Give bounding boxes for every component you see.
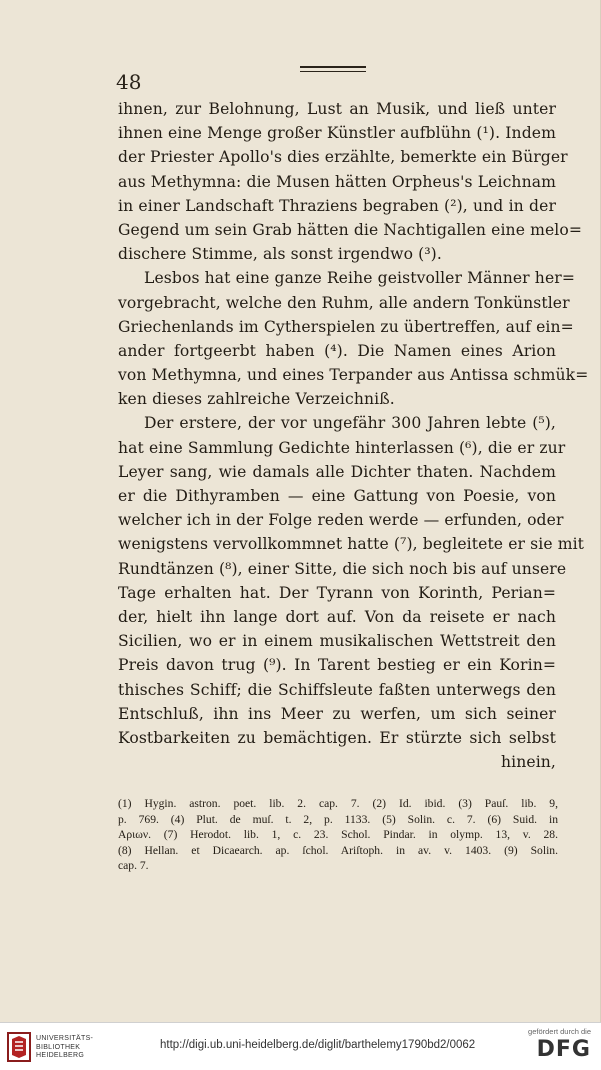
text-line: hat eine Sammlung Gedichte hinterlassen (⁶), die er zur [118,438,566,457]
text-line: thisches Schiff; die Schiffsleute faßten unterwegs den [118,680,556,699]
text-line: Rundtänzen (⁸), einer Sitte, die sich noch bis auf unsere [118,559,567,578]
text-line: Preis davon trug (⁹). In Tarent bestieg er ein Korin= [118,656,556,675]
text-line: in einer Landschaft Thraziens begraben (²), und in der [118,196,556,215]
viewer-footer [0,1022,601,1070]
text-line: Gegend um sein Grab hätten die Nachtigallen eine melo= [118,220,583,239]
text-line: Tage erhalten hat. Der Tyrann von Korinth, Perian= [118,583,556,602]
footnote-line: (8) Hellan. et Dicaearch. ap. ſchol. Ariſtoph. in av. v. 1403. (9) Solin. [118,843,558,857]
footnote-line: cap. 7. [118,859,149,872]
text-line: Kostbarkeiten zu bemächtigen. Er stürzte sich selbst [118,728,556,747]
university-library-logo-icon[interactable] [6,1031,32,1063]
text-line: von Methymna, und eines Terpander aus Antissa schmük= [118,366,589,385]
text-line: Leyer sang, wie damals alle Dichter thaten. Nachdem [118,462,556,481]
text-line: ihnen, zur Belohnung, Lust an Musik, und ließ unter [118,100,556,118]
page-number: 48 [116,70,142,94]
text-line: ander fortgeerbt haben (⁴). Die Namen eines Arion [118,341,556,360]
text-line: Entschluß, ihn ins Meer zu werfen, um sich seiner [118,704,556,723]
permalink-url[interactable]: http://digi.ub.uni-heidelberg.de/diglit/barthelemy1790bd2/0062 [160,1039,476,1051]
header-double-rule [300,66,366,72]
text-line: welcher ich in der Folge reden werde — erfunden, oder [118,511,564,530]
logo-line: BIBLIOTHEK [36,1043,81,1051]
text-line: der Priester Apollo's dies erzählte, bemerkte ein Bürger [118,148,568,167]
text-line: aus Methymna: die Musen hätten Orpheus's Leichnam [118,172,556,191]
university-library-name [36,1035,93,1061]
text-line: Sicilien, wo er in einem musikalischen Wettstreit den [118,632,556,651]
text-line: er die Dithyramben — eine Gattung von Poesie, von [118,487,556,505]
text-line: ihnen eine Menge großer Künstler aufblühn (¹). Indem [118,124,556,143]
text-line: vorgebracht, welche den Ruhm, alle andern Tonkünstler [118,293,570,312]
footnote-line: Αριων. (7) Herodot. lib. 1, c. 23. Schol. Pindar. in olymp. 13, v. 28. [118,828,558,841]
text-line: ken dieses zahlreiche Verzeichniß. [118,390,395,409]
funded-by-label: gefördert durch die [528,1027,591,1036]
logo-line: UNIVERSITÄTS- [36,1035,94,1042]
footnote-line: (1) Hygin. astron. poet. lib. 2. cap. 7. (2) Id. ibid. (3) Pauſ. lib. 9, [118,797,558,810]
text-line: Lesbos hat eine ganze Reihe geistvoller Männer her= [144,269,575,288]
dfg-logo[interactable]: DFG [536,1037,591,1062]
footnote-line: p. 769. (4) Plut. de muſ. t. 2, p. 1133. (5) Solin. c. 7. (6) Suid. in [118,812,558,826]
text-line: dischere Stimme, als sonst irgendwo (³). [118,245,442,264]
logo-line: HEIDELBERG [36,1052,85,1059]
text-line: der, hielt ihn lange dort auf. Von da reisete er nach [118,607,556,626]
text-line: Griechenlands im Cytherspielen zu übertreffen, auf ein= [118,317,574,336]
footnotes [118,796,558,874]
body-text [118,97,589,774]
text-line: wenigstens vervollkommnet hatte (⁷), begleitete er sie mit [118,535,585,554]
text-line: Der erstere, der vor ungefähr 300 Jahren lebte (⁵), [144,414,556,433]
catchword: hinein, [501,753,556,772]
